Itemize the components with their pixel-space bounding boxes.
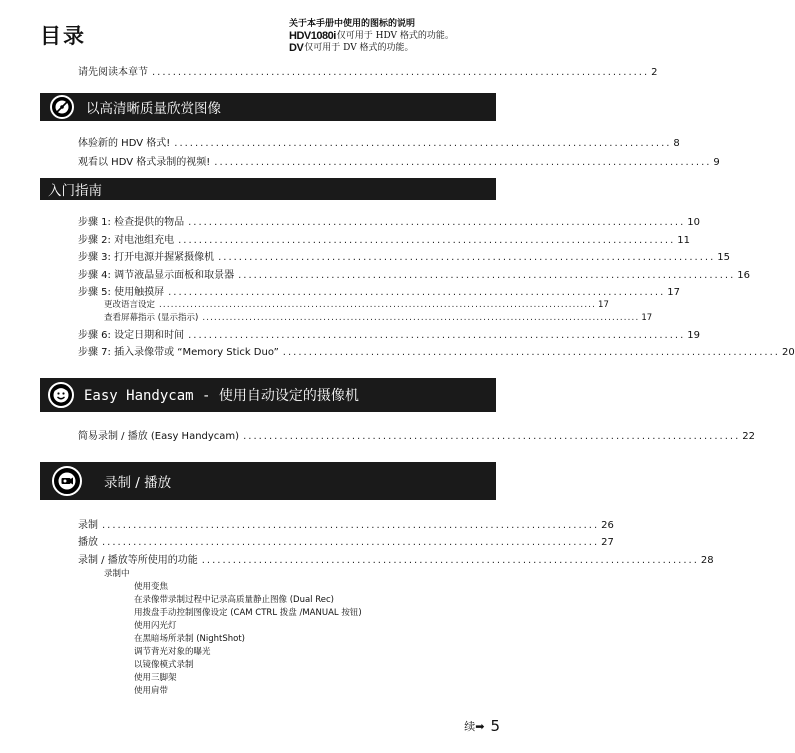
toc-entry-label: 步骤 7: 插入录像带或 “Memory Stick Duo” bbox=[78, 347, 279, 358]
toc-entry-label: 播放 bbox=[78, 537, 98, 548]
toc-entry[interactable] bbox=[78, 516, 614, 531]
legend-dv-row bbox=[289, 42, 454, 54]
toc-entry-page: 17 bbox=[598, 300, 609, 310]
toc-entry-label: 步骤 6: 设定日期和时间 bbox=[78, 330, 185, 341]
section-title: Easy Handycam - 使用自动设定的摄像机 bbox=[84, 388, 359, 404]
page-number: 5 bbox=[490, 717, 500, 735]
toc-entry-page: 20 bbox=[781, 347, 795, 358]
dv-logo-icon: DV bbox=[289, 42, 304, 54]
toc-entry-page: 2 bbox=[651, 67, 658, 78]
toc-entry[interactable] bbox=[78, 326, 700, 341]
leader-dots: ................................................................................................ bbox=[243, 431, 741, 442]
toc-sub-heading: 录制中 bbox=[104, 569, 130, 579]
leader-dots: ................................................................................................ bbox=[178, 235, 676, 246]
toc-sub-item[interactable]: 使用肩带 bbox=[134, 686, 169, 696]
toc-entry-page: 19 bbox=[687, 330, 700, 341]
toc-entry-label: 简易录制 / 播放 (Easy Handycam) bbox=[78, 431, 240, 442]
toc-entry-label: 体验新的 HDV 格式! bbox=[78, 138, 171, 149]
hd-disc-icon bbox=[50, 95, 74, 119]
leader-dots: ................................................................................................ bbox=[188, 217, 686, 228]
toc-entry-page: 22 bbox=[742, 431, 755, 442]
toc-entry-page: 11 bbox=[677, 235, 690, 246]
section-band-record-playback bbox=[40, 462, 496, 500]
icon-legend bbox=[289, 18, 454, 54]
section-band-easy-handycam bbox=[40, 378, 496, 412]
toc-entry-intro[interactable] bbox=[78, 63, 658, 78]
toc-entry[interactable] bbox=[78, 266, 750, 281]
toc-entry-page: 16 bbox=[737, 270, 750, 281]
toc-subentry[interactable] bbox=[104, 311, 653, 323]
leader-dots: ................................................................................................ bbox=[238, 270, 736, 281]
toc-entry-label: 步骤 4: 调节液晶显示面板和取景器 bbox=[78, 270, 235, 281]
legend-hdv-text: 仅可用于 HDV 格式的功能。 bbox=[336, 31, 454, 41]
toc-entry-label: 步骤 2: 对电池组充电 bbox=[78, 235, 175, 246]
toc-entry-label: 录制 bbox=[78, 520, 98, 531]
page-footer bbox=[464, 717, 500, 735]
section-band-getting-started bbox=[40, 178, 496, 200]
toc-entry-label: 查看屏幕指示 (显示指示) bbox=[104, 313, 199, 323]
leader-dots: ................................................................................................ bbox=[218, 252, 716, 263]
toc-entry[interactable] bbox=[78, 213, 700, 228]
toc-sub-item[interactable]: 使用三脚架 bbox=[134, 673, 177, 683]
toc-entry-label: 更改语言设定 bbox=[104, 300, 156, 310]
legend-hdv-row bbox=[289, 30, 454, 42]
toc-entry[interactable] bbox=[78, 533, 614, 548]
toc-entry[interactable] bbox=[78, 248, 730, 263]
toc-sub-item[interactable]: 使用变焦 bbox=[134, 582, 169, 592]
leader-dots: ................................................................................................ bbox=[152, 67, 650, 78]
toc-sub-item[interactable]: 使用闪光灯 bbox=[134, 621, 177, 631]
toc-entry-page: 9 bbox=[713, 157, 720, 168]
toc-entry[interactable] bbox=[78, 427, 755, 442]
toc-entry-page: 17 bbox=[641, 313, 653, 323]
toc-entry-label: 步骤 5: 使用触摸屏 bbox=[78, 287, 165, 298]
toc-entry-page: 10 bbox=[687, 217, 700, 228]
leader-dots: ................................................................................................ bbox=[282, 347, 780, 358]
leader-dots: ................................................................................................ bbox=[188, 330, 686, 341]
toc-entry[interactable] bbox=[78, 551, 714, 566]
easy-handycam-face-icon bbox=[48, 382, 74, 408]
hdv1080i-logo-icon: HDV1080i bbox=[289, 30, 336, 42]
leader-dots: ................................................................................................ bbox=[214, 157, 712, 168]
section-title: 以高清晰质量欣赏图像 bbox=[86, 101, 221, 117]
arrow-right-icon: ➡ bbox=[475, 719, 485, 733]
leader-dots: ................................................................................................ bbox=[102, 520, 600, 531]
legend-heading: 关于本手册中使用的图标的说明 bbox=[289, 19, 416, 29]
toc-entry-page: 17 bbox=[667, 287, 680, 298]
toc-entry[interactable] bbox=[78, 153, 720, 168]
continued-label: 续 bbox=[464, 720, 476, 733]
camcorder-icon bbox=[52, 466, 82, 496]
page-title: 目录 bbox=[40, 24, 86, 48]
toc-entry-label: 步骤 3: 打开电源并握紧摄像机 bbox=[78, 252, 215, 263]
toc-subentry[interactable] bbox=[104, 298, 609, 310]
toc-entry-label: 步骤 1: 检查提供的物品 bbox=[78, 217, 185, 228]
section-title: 入门指南 bbox=[48, 183, 102, 199]
leader-dots: ................................................................................................ bbox=[168, 287, 666, 298]
toc-entry-label: 观看以 HDV 格式录制的视频! bbox=[78, 157, 211, 168]
toc-sub-item[interactable]: 在黑暗场所录制 (NightShot) bbox=[134, 634, 245, 644]
leader-dots: ................................................................................................ bbox=[102, 537, 600, 548]
toc-entry[interactable] bbox=[78, 283, 680, 298]
toc-sub-item[interactable]: 以镜像模式录制 bbox=[134, 660, 194, 670]
toc-entry-page: 8 bbox=[673, 138, 680, 149]
leader-dots: ................................................................................................................ bbox=[159, 300, 597, 310]
toc-entry[interactable] bbox=[78, 134, 680, 149]
toc-sub-item[interactable]: 调节背光对象的曝光 bbox=[134, 647, 211, 657]
toc-sub-item[interactable]: 用拨盘手动控制图像设定 (CAM CTRL 拨盘 /MANUAL 按钮) bbox=[134, 608, 362, 618]
leader-dots: ................................................................................................................ bbox=[202, 313, 640, 323]
section-band-hd bbox=[40, 93, 496, 121]
toc-entry-label: 录制 / 播放等所使用的功能 bbox=[78, 555, 198, 566]
toc-entry-page: 28 bbox=[700, 555, 714, 566]
toc-entry-page: 26 bbox=[601, 520, 614, 531]
section-title: 录制 / 播放 bbox=[104, 475, 172, 491]
legend-dv-text: 仅可用于 DV 格式的功能。 bbox=[304, 43, 414, 53]
toc-entry-page: 15 bbox=[717, 252, 730, 263]
toc-entry[interactable] bbox=[78, 231, 690, 246]
toc-entry-page: 27 bbox=[601, 537, 614, 548]
toc-entry[interactable] bbox=[78, 343, 795, 358]
leader-dots: ................................................................................................ bbox=[174, 138, 672, 149]
leader-dots: ................................................................................................ bbox=[201, 555, 699, 566]
toc-entry-label: 请先阅读本章节 bbox=[78, 67, 148, 78]
toc-sub-item[interactable]: 在录像带录制过程中记录高质量静止图像 (Dual Rec) bbox=[134, 595, 334, 605]
